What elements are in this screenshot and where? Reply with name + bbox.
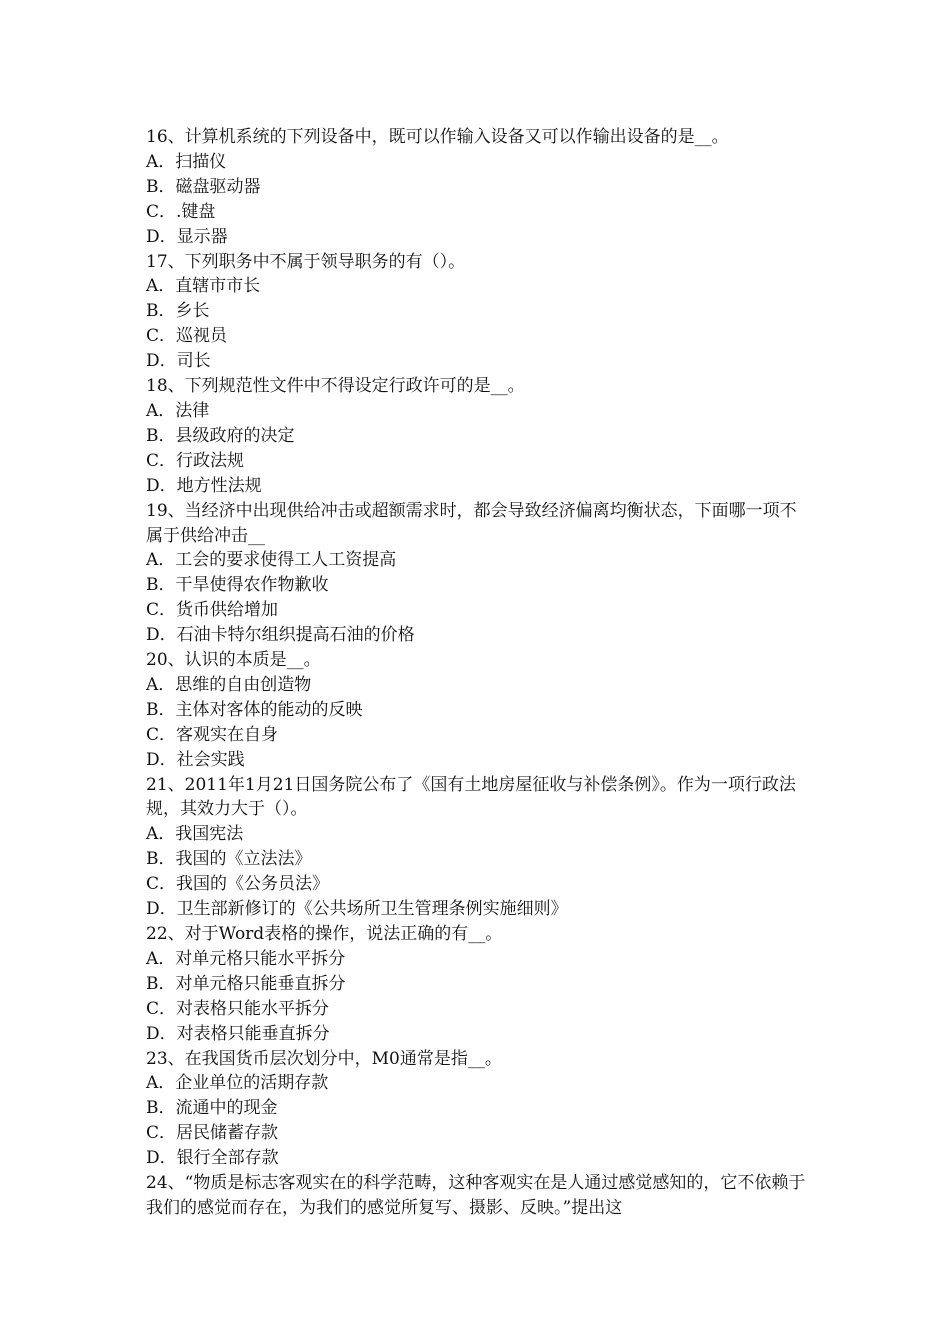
question-16-option-d: D．显示器 xyxy=(146,226,228,247)
question-16-option-c: C．.键盘 xyxy=(146,201,216,222)
question-20-option-b: B．主体对客体的能动的反映 xyxy=(146,699,363,720)
question-22-option-b: B．对单元格只能垂直拆分 xyxy=(146,973,346,994)
question-21-option-c: C．我国的《公务员法》 xyxy=(146,874,330,895)
question-20-option-d: D．社会实践 xyxy=(146,749,245,770)
question-22-option-a: A．对单元格只能水平拆分 xyxy=(146,948,346,969)
question-22-option-c: C．对表格只能水平拆分 xyxy=(146,998,330,1019)
question-21-option-b: B．我国的《立法法》 xyxy=(146,849,312,870)
question-16-option-a: A．扫描仪 xyxy=(146,151,227,172)
question-17-option-b: B．乡长 xyxy=(146,301,210,322)
question-17-option-d: D．司长 xyxy=(146,351,211,372)
question-20-option-c: C．客观实在自身 xyxy=(146,724,279,745)
question-19-stem: 19、当经济中出现供给冲击或超额需求时，都会导致经济偏离均衡状态，下面哪一项不属于供给冲击__ xyxy=(146,500,797,546)
question-19-option-a: A．工会的要求使得工人工资提高 xyxy=(146,550,397,571)
question-18-option-a: A．法律 xyxy=(146,400,210,421)
question-19-option-d: D．石油卡特尔组织提高石油的价格 xyxy=(146,625,415,646)
question-21-stem: 21、2011年1月21日国务院公布了《国有土地房屋征收与补偿条例》。作为一项行政法规，其效力大于（）。 xyxy=(146,774,796,820)
question-18-option-b: B．县级政府的决定 xyxy=(146,425,295,446)
question-22-option-d: D．对表格只能垂直拆分 xyxy=(146,1023,330,1044)
question-16-option-b: B．磁盘驱动器 xyxy=(146,176,261,197)
question-23-option-a: A．企业单位的活期存款 xyxy=(146,1073,329,1094)
question-19-option-b: B．干旱使得农作物歉收 xyxy=(146,575,329,596)
question-17-stem: 17、下列职务中不属于领导职务的有（）。 xyxy=(146,251,466,272)
question-18-option-d: D．地方性法规 xyxy=(146,475,262,496)
question-17-option-c: C．巡视员 xyxy=(146,326,228,347)
question-23-option-d: D．银行全部存款 xyxy=(146,1148,279,1169)
question-20-stem: 20、认识的本质是__。 xyxy=(146,650,321,671)
question-17-option-a: A．直辖市市长 xyxy=(146,276,261,297)
question-21-option-d: D．卫生部新修订的《公共场所卫生管理条例实施细则》 xyxy=(146,899,568,920)
question-16-stem: 16、计算机系统的下列设备中，既可以作输入设备又可以作输出设备的是__。 xyxy=(146,127,729,147)
question-23-stem: 23、在我国货币层次划分中，M0通常是指__。 xyxy=(146,1048,502,1069)
question-21-option-a: A．我国宪法 xyxy=(146,824,244,845)
question-20-option-a: A．思维的自由创造物 xyxy=(146,674,312,695)
question-19-option-c: C．货币供给增加 xyxy=(146,600,279,621)
question-23-option-b: B．流通中的现金 xyxy=(146,1098,278,1119)
question-23-option-c: C．居民储蓄存款 xyxy=(146,1123,279,1144)
question-18-option-c: C．行政法规 xyxy=(146,450,245,471)
question-22-stem: 22、对于Word表格的操作，说法正确的有__。 xyxy=(146,924,503,944)
document-page xyxy=(146,125,810,1221)
question-18-stem: 18、下列规范性文件中不得设定行政许可的是__。 xyxy=(146,376,525,397)
question-24-stem: 24、“物质是标志客观实在的科学范畴，这种客观实在是人通过感觉感知的，它不依赖于我们的感觉而存在，为我们的感觉所复写、摄影、反映。”提出这 xyxy=(146,1173,806,1218)
